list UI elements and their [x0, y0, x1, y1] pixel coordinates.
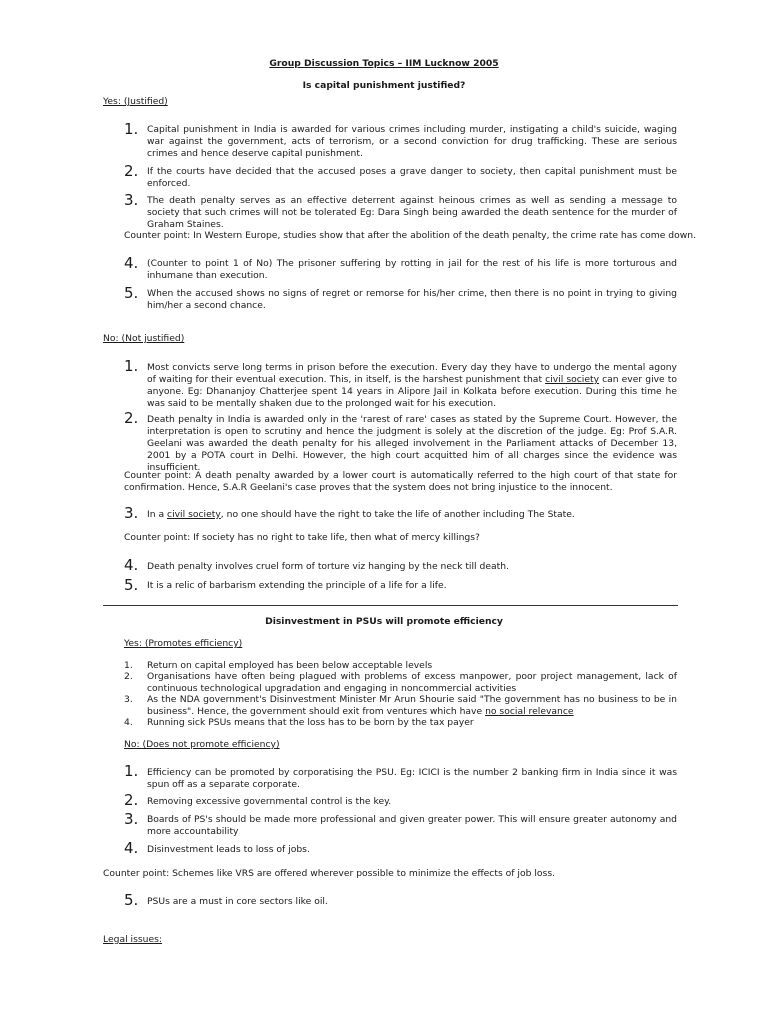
list-item-text: It is a relic of barbarism extending the principle of a life for a life. [147, 580, 447, 591]
social-relevance-link[interactable]: no social relevance [485, 706, 574, 717]
list-item-text-part: In a [147, 509, 168, 520]
list-item-text-part: can ever give to anyone. Eg: Dhananjoy Chatterjee spent 14 years in Alipore Jail in Kolkata before execution. During this time he was said to be mentally shaken due to the prolonged wait for his execution. [147, 374, 677, 409]
list-number: 3. [124, 694, 133, 705]
list-item-text [147, 509, 575, 521]
civil-society-link[interactable]: civil society [167, 509, 221, 520]
list-number: 1. [124, 660, 133, 671]
list-item-text: Efficiency can be promoted by corporatising the PSU. Eg: ICICI is the number 2 banking firm in India since it was spun off as a separate corporate. [147, 767, 677, 790]
list-number: 1. [124, 357, 139, 375]
list-number: 4. [124, 717, 133, 728]
counter-point: Counter point: A death penalty awarded by a lower court is automatically referred to the high court of that state for confirmation. Hence, S.A.R Geelani's case proves that the system does not bring injustice to the innocent. [124, 470, 677, 493]
list-number: 2. [124, 671, 133, 682]
list-number: 5. [124, 284, 139, 302]
list-number: 1. [124, 120, 139, 138]
list-item-text: Death penalty in India is awarded only in the 'rarest of rare' cases as stated by the Supreme Court. However, the interpretation is open to scrutiny and hence the judgment is solely at the discretion of the judge. Eg: Prof S.A.R. Geelani was awarded the death penalty for his alleged involvement in the Parliament attacks of December 13, 2001 by a POTA court in Delhi. However, the high court acquitted him of all charges since the evidence was insufficient. [147, 414, 677, 473]
list-item-text-part: , no one should have the right to take the life of another including The State. [220, 509, 575, 520]
list-item-text [147, 694, 677, 718]
counter-point: Counter point: In Western Europe, studies show that after the abolition of the death penalty, the crime rate has come down. [124, 230, 696, 241]
list-item-text: Organisations have often being plagued with problems of excess manpower, poor project management, lack of continuous technological upgradation and engaging in noncommercial activities [147, 671, 677, 694]
list-item-text: Boards of PS's should be made more professional and given greater power. This will ensure greater autonomy and more accountability [147, 814, 677, 837]
list-item-text [147, 362, 677, 410]
section-heading-yes: Yes: (Promotes efficiency) [124, 638, 243, 649]
counter-point: Counter point: If society has no right to take life, then what of mercy killings? [124, 532, 480, 543]
list-item-text: If the courts have decided that the accused poses a grave danger to society, then capital punishment must be enforced. [147, 166, 677, 189]
list-item-text-part: Most convicts serve long terms in prison before the execution. Every day they have to undergo the mental agony of waiting for their eventual execution. This, in itself, is the harshest punishment that [147, 362, 677, 385]
section-heading-yes: Yes: (Justified) [103, 96, 168, 107]
section-heading-no: No: (Not justified) [103, 333, 185, 344]
list-number: 2. [124, 791, 139, 809]
list-item-text: Removing excessive governmental control is the key. [147, 796, 392, 807]
list-item-text: (Counter to point 1 of No) The prisoner suffering by rotting in jail for the rest of his life is more torturous and inhumane than execution. [147, 258, 677, 281]
section-heading-legal: Legal issues: [103, 934, 163, 945]
topic-heading-disinvestment: Disinvestment in PSUs will promote efficiency [265, 616, 503, 627]
section-heading-no: No: (Does not promote efficiency) [124, 739, 280, 750]
list-number: 3. [124, 810, 139, 828]
list-item-text: Capital punishment in India is awarded for various crimes including murder, instigating a child's suicide, waging war against the government, acts of terrorism, or a second conviction for drug trafficking. These are serious crimes and hence deserve capital punishment. [147, 124, 677, 159]
list-number: 1. [124, 762, 139, 780]
civil-society-link[interactable]: civil society [545, 374, 600, 385]
list-number: 5. [124, 891, 139, 909]
list-number: 2. [124, 409, 139, 427]
list-item-text: Running sick PSUs means that the loss has to be born by the tax payer [147, 717, 474, 728]
document-title: Group Discussion Topics – IIM Lucknow 2005 [269, 58, 499, 69]
list-number: 5. [124, 576, 139, 594]
list-number: 2. [124, 162, 139, 180]
list-item-text: When the accused shows no signs of regret or remorse for his/her crime, then there is no point in trying to giving him/her a second chance. [147, 288, 677, 311]
list-number: 4. [124, 254, 139, 272]
list-item-text: Death penalty involves cruel form of torture viz hanging by the neck till death. [147, 561, 509, 572]
list-number: 3. [124, 504, 139, 522]
list-item-text: Disinvestment leads to loss of jobs. [147, 844, 310, 855]
list-item-text: PSUs are a must in core sectors like oil. [147, 896, 328, 907]
topic-heading-capital-punishment: Is capital punishment justified? [302, 80, 466, 91]
list-number: 4. [124, 556, 139, 574]
list-item-text: The death penalty serves as an effective deterrent against heinous crimes as well as sending a message to society that such crimes will not be tolerated Eg: Dara Singh being awarded the death sentence for the murder of Graham Staines. [147, 195, 677, 230]
list-item-text-part: As the NDA government's Disinvestment Minister Mr Arun Shourie said "The government has no business to be in business". Hence, the government should exit from ventures which have [147, 694, 677, 717]
counter-point: Counter point: Schemes like VRS are offered wherever possible to minimize the effects of job loss. [103, 868, 556, 879]
list-number: 4. [124, 839, 139, 857]
list-item-text: Return on capital employed has been below acceptable levels [147, 660, 433, 671]
list-number: 3. [124, 191, 139, 209]
section-divider [103, 605, 678, 606]
